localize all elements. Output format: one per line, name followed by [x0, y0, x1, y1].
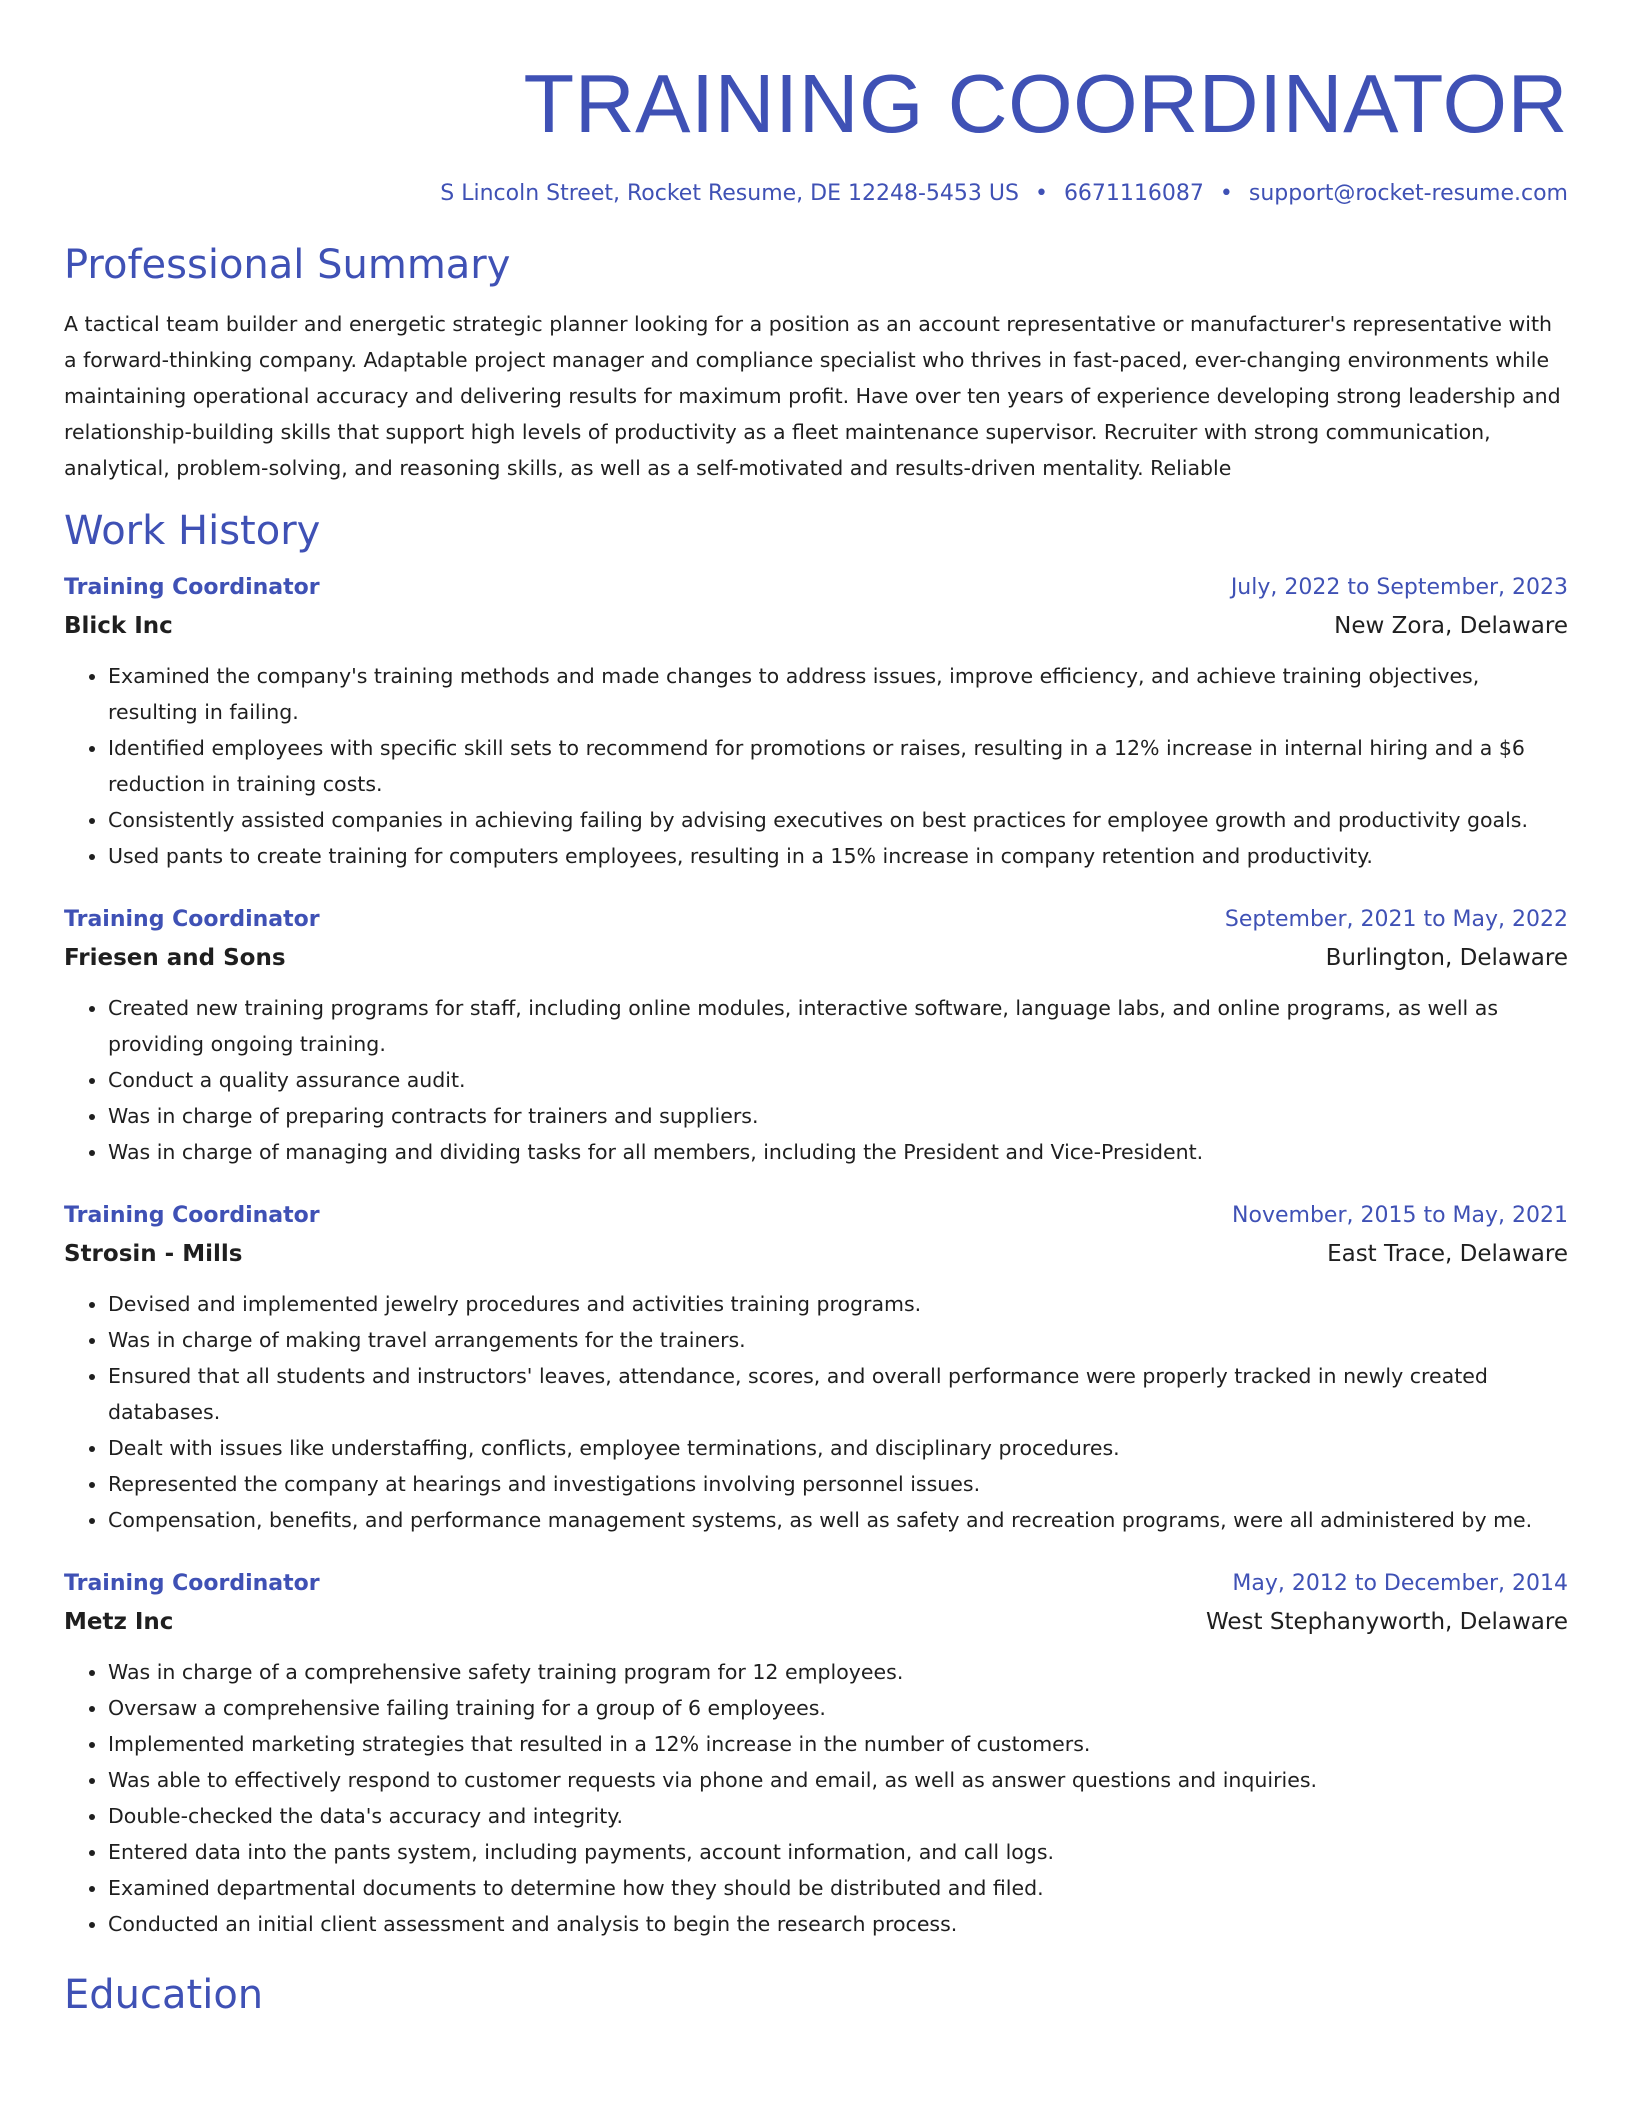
job-bullet: • Examined departmental documents to determine how they should be distributed and filed. — [108, 1870, 1568, 1906]
job-location: East Trace, Delaware — [1327, 1241, 1568, 1267]
job-entry — [64, 570, 1568, 874]
job-title: Training Coordinator — [64, 907, 320, 932]
job-bullet: • Ensured that all students and instructors' leaves, attendance, scores, and overall performance were properly tracked in newly created databases. — [108, 1358, 1568, 1430]
job-dates: September, 2021 to May, 2022 — [1224, 907, 1568, 932]
resume-page — [64, 0, 1568, 2020]
job-location: New Zora, Delaware — [1334, 613, 1568, 639]
contact-address: S Lincoln Street, Rocket Resume, DE 12248-5453 US — [440, 181, 1019, 206]
job-entry — [64, 1198, 1568, 1538]
summary-text: A tactical team builder and energetic strategic planner looking for a position as an account representative or manufacturer's representative with a forward-thinking company. Adaptable project manager and compliance specialist who thrives in fast-paced, ever-changing environments while maintaining operational accuracy and delivering results for maximum profit. Have over ten years of experience developing strong leadership and relationship-building skills that support high levels of productivity as a fleet maintenance supervisor. Recruiter with strong communication, analytical, problem-solving, and reasoning skills, as well as a self-motivated and results-driven mentality. Reliable — [64, 312, 1561, 480]
job-title-row — [64, 570, 1568, 606]
job-bullet: • Conducted an initial client assessment and analysis to begin the research process. — [108, 1906, 1568, 1942]
job-bullet: • Consistently assisted companies in achieving failing by advising executives on best practices for employee growth and productivity goals. — [108, 802, 1568, 838]
job-company: Strosin - Mills — [64, 1241, 243, 1267]
job-entry — [64, 1566, 1568, 1942]
job-bullet-list — [64, 658, 1568, 874]
contact-line — [64, 178, 1568, 210]
job-bullet: • Was able to effectively respond to customer requests via phone and email, as well as answer questions and inquiries. — [108, 1762, 1568, 1798]
job-bullet: • Conduct a quality assurance audit. — [108, 1062, 1568, 1098]
job-bullet-list — [64, 1654, 1568, 1942]
job-dates: November, 2015 to May, 2021 — [1232, 1203, 1568, 1228]
contact-phone[interactable]: 6671116087 — [1063, 181, 1204, 206]
job-bullet-list — [64, 990, 1568, 1170]
job-title-row — [64, 902, 1568, 938]
job-bullet: • Double-checked the data's accuracy and integrity. — [108, 1798, 1568, 1834]
job-bullet: • Was in charge of preparing contracts for trainers and suppliers. — [108, 1098, 1568, 1134]
job-company-row — [64, 938, 1568, 978]
job-company-row — [64, 1234, 1568, 1274]
job-title-row — [64, 1566, 1568, 1602]
job-company-row — [64, 606, 1568, 646]
job-bullet: • Devised and implemented jewelry procedures and activities training programs. — [108, 1286, 1568, 1322]
job-company-row — [64, 1602, 1568, 1642]
job-bullet: • Was in charge of a comprehensive safety training program for 12 employees. — [108, 1654, 1568, 1690]
job-title: Training Coordinator — [64, 1203, 320, 1228]
job-company: Metz Inc — [64, 1609, 174, 1635]
section-title-professional-summary: Professional Summary — [64, 242, 511, 288]
job-bullet: • Implemented marketing strategies that resulted in a 12% increase in the number of customers. — [108, 1726, 1568, 1762]
job-bullet: • Represented the company at hearings and investigations involving personnel issues. — [108, 1466, 1568, 1502]
job-company: Friesen and Sons — [64, 945, 286, 971]
job-entry — [64, 902, 1568, 1170]
job-title-row — [64, 1198, 1568, 1234]
section-title-education: Education — [64, 1972, 264, 2018]
contact-separator: • — [1219, 181, 1233, 206]
section-title-work-history: Work History — [64, 508, 321, 554]
job-bullet: • Dealt with issues like understaffing, conflicts, employee terminations, and disciplinary procedures. — [108, 1430, 1568, 1466]
job-location: West Stephanyworth, Delaware — [1206, 1609, 1568, 1635]
contact-email-link[interactable]: support@rocket-resume.com — [1248, 181, 1568, 206]
contact-separator: • — [1034, 181, 1048, 206]
job-company: Blick Inc — [64, 613, 173, 639]
job-title: Training Coordinator — [64, 575, 320, 600]
job-dates: July, 2022 to September, 2023 — [1230, 575, 1568, 600]
job-bullet: • Compensation, benefits, and performance management systems, as well as safety and recreation programs, were all administered by me. — [108, 1502, 1568, 1538]
job-bullet: • Oversaw a comprehensive failing training for a group of 6 employees. — [108, 1690, 1568, 1726]
job-bullet: • Entered data into the pants system, including payments, account information, and call logs. — [108, 1834, 1568, 1870]
job-bullet: • Was in charge of making travel arrangements for the trainers. — [108, 1322, 1568, 1358]
job-bullet: • Created new training programs for staff, including online modules, interactive software, language labs, and online programs, as well as providing ongoing training. — [108, 990, 1568, 1062]
job-dates: May, 2012 to December, 2014 — [1232, 1571, 1568, 1596]
job-location: Burlington, Delaware — [1325, 945, 1568, 971]
job-title: Training Coordinator — [64, 1571, 320, 1596]
job-bullet: • Identified employees with specific skill sets to recommend for promotions or raises, resulting in a 12% increase in internal hiring and a $6 reduction in training costs. — [108, 730, 1568, 802]
resume-name-heading: TRAINING COORDINATOR — [523, 57, 1568, 150]
job-bullet-list — [64, 1286, 1568, 1538]
job-bullet: • Was in charge of managing and dividing tasks for all members, including the President and Vice-President. — [108, 1134, 1568, 1170]
job-bullet: • Examined the company's training methods and made changes to address issues, improve efficiency, and achieve training objectives, resulting in failing. — [108, 658, 1568, 730]
job-bullet: • Used pants to create training for computers employees, resulting in a 15% increase in company retention and productivity. — [108, 838, 1568, 874]
